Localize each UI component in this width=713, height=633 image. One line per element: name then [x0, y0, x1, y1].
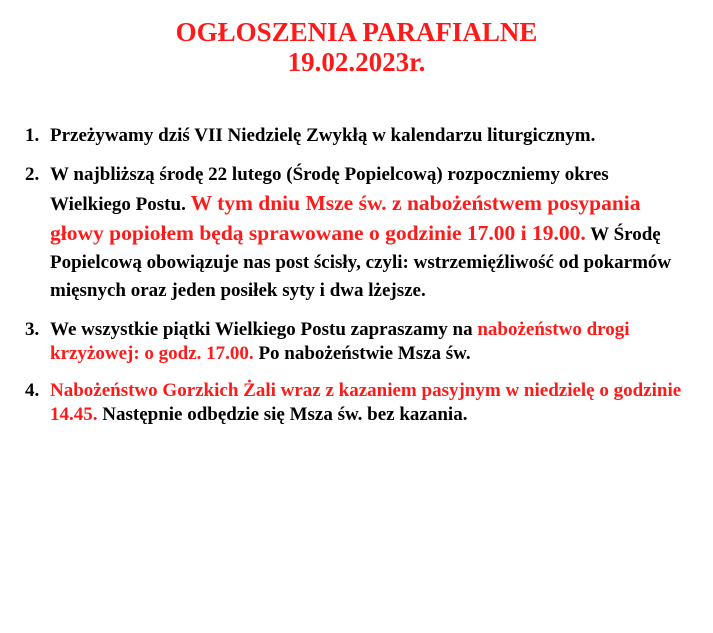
item-text: We wszystkie piątki Wielkiego Postu zapraszamy na [50, 319, 473, 340]
item-number: 1. [25, 125, 40, 146]
item-text: Przeżywamy dziś VII Niedzielę Zwykłą w kalendarzu liturgicznym. [50, 125, 596, 146]
item-highlight: W tym dniu Msze św. z nabożeństwem posypania głowy popiołem będą sprawowane o godzinie 17.00 i 19.00. [50, 191, 641, 245]
item-number: 3. [25, 319, 40, 340]
item-number: 2. [25, 164, 40, 185]
item-text-continued: Następnie odbędzie się Msza św. bez kazania. [102, 404, 468, 425]
title-line-1: OGŁOSZENIA PARAFIALNE [175, 17, 538, 47]
announcement-item-4 [0, 379, 713, 427]
item-highlight: nabożeństwo drogi krzyżowej: o godz. 17.00. [50, 319, 630, 364]
title-date: 19.02.2023r. [287, 47, 426, 77]
page-title [0, 17, 713, 77]
announcement-item-1 [0, 124, 713, 148]
item-text: W najbliższą środę 22 lutego (Środę Popielcową) rozpoczniemy okres Wielkiego Postu. [50, 164, 609, 215]
item-highlight: Nabożeństwo Gorzkich Żali wraz z kazaniem pasyjnym w niedzielę o godzinie 14.45. [50, 380, 682, 425]
announcement-item-2 [0, 161, 713, 305]
item-text-continued: Po nabożeństwie Msza św. [258, 343, 471, 364]
item-text-continued: W Środę Popielcową obowiązuje nas post ścisły, czyli: wstrzemięźliwość od pokarmów mięsnych oraz jeden posiłek syty i dwa lżejsze. [50, 224, 672, 301]
item-number: 4. [25, 380, 40, 401]
announcement-list [0, 124, 713, 440]
announcement-item-3 [0, 318, 713, 366]
